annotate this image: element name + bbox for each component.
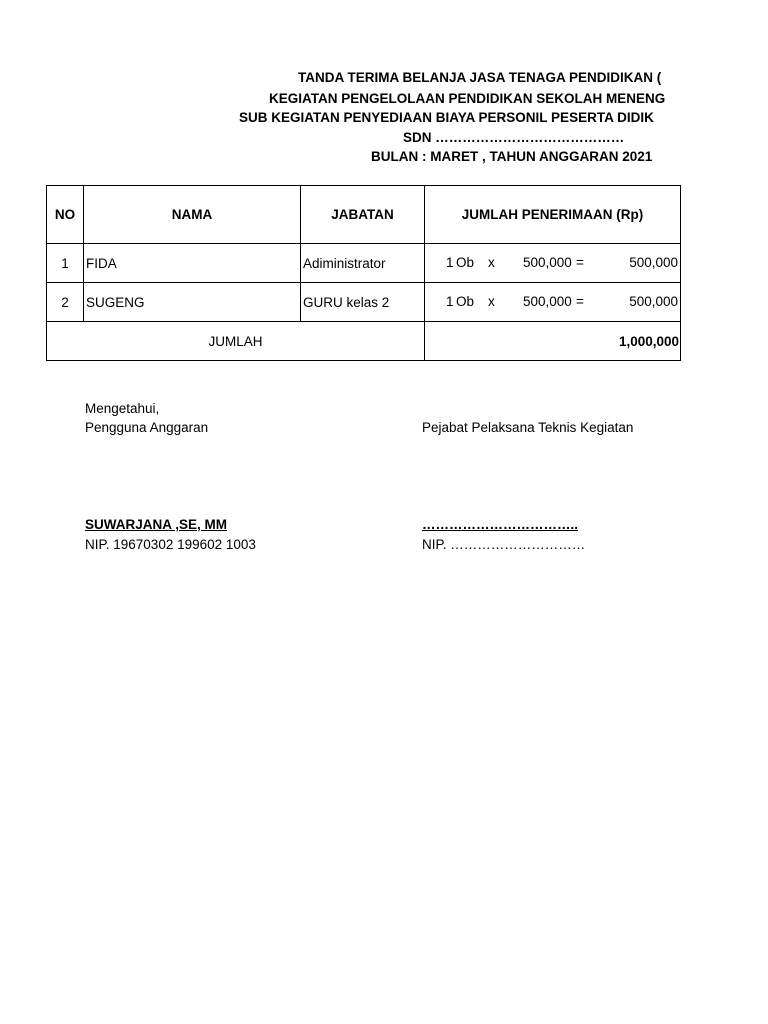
header-nama: NAMA <box>84 186 301 244</box>
row-equals: = <box>576 255 584 270</box>
row-amount: 500,000 <box>629 255 678 270</box>
heading-line-1: TANDA TERIMA BELANJA JASA TENAGA PENDIDIKAN ( <box>298 70 662 85</box>
row-times: x <box>488 294 495 309</box>
document-heading <box>0 0 768 170</box>
header-jabatan: JABATAN <box>301 186 425 244</box>
heading-line-4: SDN …………………………………… <box>403 130 625 145</box>
row-no: 2 <box>47 283 84 322</box>
table-row <box>47 283 681 322</box>
table-total-row <box>47 322 681 361</box>
row-qty: 1 <box>446 294 454 309</box>
right-signatory-nip: NIP. ………………………… <box>422 537 586 552</box>
table-header-row <box>47 186 681 244</box>
row-unit: Ob <box>456 294 475 309</box>
row-rate: 500,000 <box>523 294 572 309</box>
right-sign-line-2: Pejabat Pelaksana Teknis Kegiatan <box>422 420 634 435</box>
header-no: NO <box>47 186 84 244</box>
heading-line-3: SUB KEGIATAN PENYEDIAAN BIAYA PERSONIL PESERTA DIDIK <box>239 110 654 125</box>
row-equals: = <box>576 294 584 309</box>
row-nama: SUGENG <box>84 283 301 322</box>
row-rate: 500,000 <box>523 255 572 270</box>
left-sign-line-2: Pengguna Anggaran <box>85 420 209 435</box>
table-row <box>47 244 681 283</box>
receipt-table <box>46 185 681 361</box>
row-jumlah-cell <box>425 244 681 283</box>
left-signatory-name: SUWARJANA ,SE, MM <box>85 517 228 532</box>
row-no: 1 <box>47 244 84 283</box>
heading-line-2: KEGIATAN PENGELOLAAN PENDIDIKAN SEKOLAH MENENG <box>269 91 666 106</box>
row-jabatan: Adiministrator <box>301 244 425 283</box>
heading-clip <box>0 60 676 170</box>
row-times: x <box>488 255 495 270</box>
left-signatory-nip: NIP. 19670302 199602 1003 <box>85 537 256 552</box>
row-amount: 500,000 <box>629 294 678 309</box>
header-jumlah: JUMLAH PENERIMAAN (Rp) <box>425 186 681 244</box>
total-label: JUMLAH <box>47 322 425 361</box>
row-qty: 1 <box>446 255 454 270</box>
row-unit: Ob <box>456 255 475 270</box>
row-jabatan: GURU kelas 2 <box>301 283 425 322</box>
row-jumlah-cell <box>425 283 681 322</box>
total-value: 1,000,000 <box>425 322 681 361</box>
row-nama: FIDA <box>84 244 301 283</box>
right-signatory-name: …………………………….. <box>422 517 579 532</box>
heading-line-5: BULAN : MARET , TAHUN ANGGARAN 2021 <box>371 149 653 164</box>
left-sign-line-1: Mengetahui, <box>85 401 160 416</box>
